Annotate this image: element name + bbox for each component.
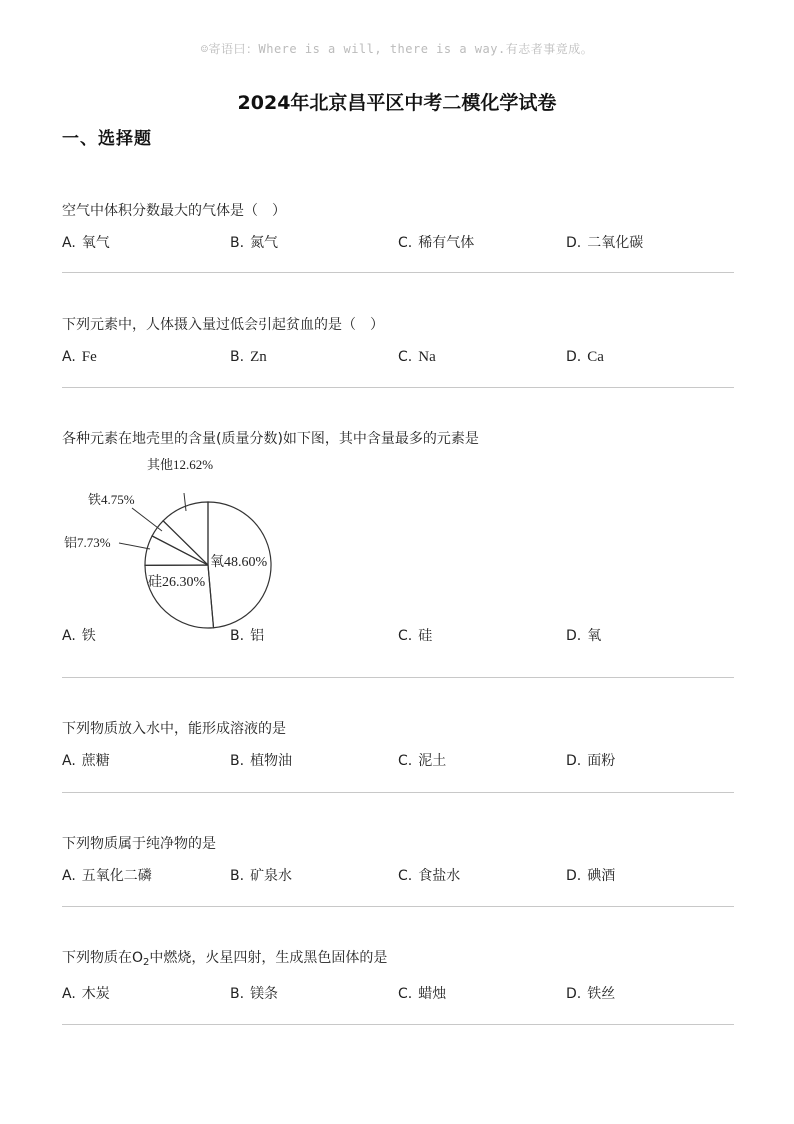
option-d[interactable]: D. Ca — [566, 349, 604, 365]
option-a[interactable]: A. 木炭 — [62, 986, 110, 1002]
option-a[interactable]: A. Fe — [62, 349, 97, 365]
option-b[interactable]: B. 氮气 — [230, 235, 279, 251]
option-row — [62, 347, 734, 367]
option-row — [62, 751, 734, 771]
pie-slice-iron — [152, 521, 208, 565]
option-a[interactable]: A. 蔗糖 — [62, 753, 110, 769]
pie-slice-other — [163, 502, 208, 565]
option-row — [62, 626, 734, 646]
option-c[interactable]: C. 蜡烛 — [398, 986, 447, 1002]
option-d[interactable]: D. 面粉 — [566, 753, 616, 769]
question-stem: 下列物质属于纯净物的是 — [62, 836, 216, 852]
question-divider — [62, 677, 734, 678]
pie-label-iron: 铁4.75% — [88, 492, 135, 507]
question-divider — [62, 906, 734, 907]
option-c[interactable]: C. 泥土 — [398, 753, 447, 769]
question-divider — [62, 387, 734, 388]
option-a[interactable]: A. 五氧化二磷 — [62, 868, 152, 884]
question-stem: 下列元素中，人体摄入量过低会引起贫血的是（ ） — [62, 317, 384, 333]
question-5 — [62, 834, 734, 886]
leader-line-iron — [132, 508, 162, 531]
option-d[interactable]: D. 二氧化碳 — [566, 235, 644, 251]
question-3-options — [62, 626, 734, 646]
option-b[interactable]: B. 植物油 — [230, 753, 293, 769]
option-d[interactable]: D. 碘酒 — [566, 868, 616, 884]
option-c[interactable]: C. 稀有气体 — [398, 235, 475, 251]
page-title: 2024年北京昌平区中考二模化学试卷 — [237, 92, 557, 114]
leader-line-other — [184, 493, 186, 511]
option-a[interactable]: A. 氧气 — [62, 235, 110, 251]
question-stem: 下列物质在$O_2$中燃烧，火星四射，生成黑色固体的是 — [62, 950, 388, 968]
question-stem: 下列物质放入水中，能形成溶液的是 — [62, 721, 286, 737]
question-divider — [62, 792, 734, 793]
question-4 — [62, 719, 734, 771]
pie-label-aluminum: 铝7.73% — [64, 535, 111, 550]
question-divider — [62, 272, 734, 273]
option-b[interactable]: B. 矿泉水 — [230, 868, 293, 884]
question-6 — [62, 948, 734, 1004]
option-c[interactable]: C. 食盐水 — [398, 868, 461, 884]
option-row — [62, 866, 734, 886]
option-b[interactable]: B. Zn — [230, 349, 267, 365]
pie-label-silicon: 硅26.30% — [148, 575, 206, 590]
pie-label-oxygen: 氧48.60% — [210, 555, 268, 570]
option-row — [62, 233, 734, 253]
option-b[interactable]: B. 镁条 — [230, 986, 279, 1002]
question-stem: 各种元素在地壳里的含量(质量分数)如下图，其中含量最多的元素是 — [62, 431, 479, 447]
pie-label-other: 其他12.62% — [147, 457, 214, 472]
option-row — [62, 984, 734, 1004]
leader-line-aluminum — [119, 543, 150, 549]
option-d[interactable]: D. 铁丝 — [566, 986, 616, 1002]
question-3 — [62, 429, 734, 449]
question-1 — [62, 201, 734, 253]
pie-slice-aluminum — [145, 536, 208, 565]
option-b[interactable]: B. 铝 — [230, 628, 265, 644]
option-c[interactable]: C. Na — [398, 349, 436, 365]
question-stem: 空气中体积分数最大的气体是（ ） — [62, 203, 286, 219]
option-c[interactable]: C. 硅 — [398, 628, 433, 644]
watermark: ☺寄语曰：Where is a will, there is a way.有志者事竟成。 — [200, 42, 594, 56]
option-d[interactable]: D. 氧 — [566, 628, 602, 644]
question-2 — [62, 315, 734, 367]
crust-elements-pie-chart — [62, 455, 292, 635]
option-a[interactable]: A. 铁 — [62, 628, 96, 644]
section-heading: 一、选择题 — [62, 129, 152, 149]
question-divider — [62, 1024, 734, 1025]
